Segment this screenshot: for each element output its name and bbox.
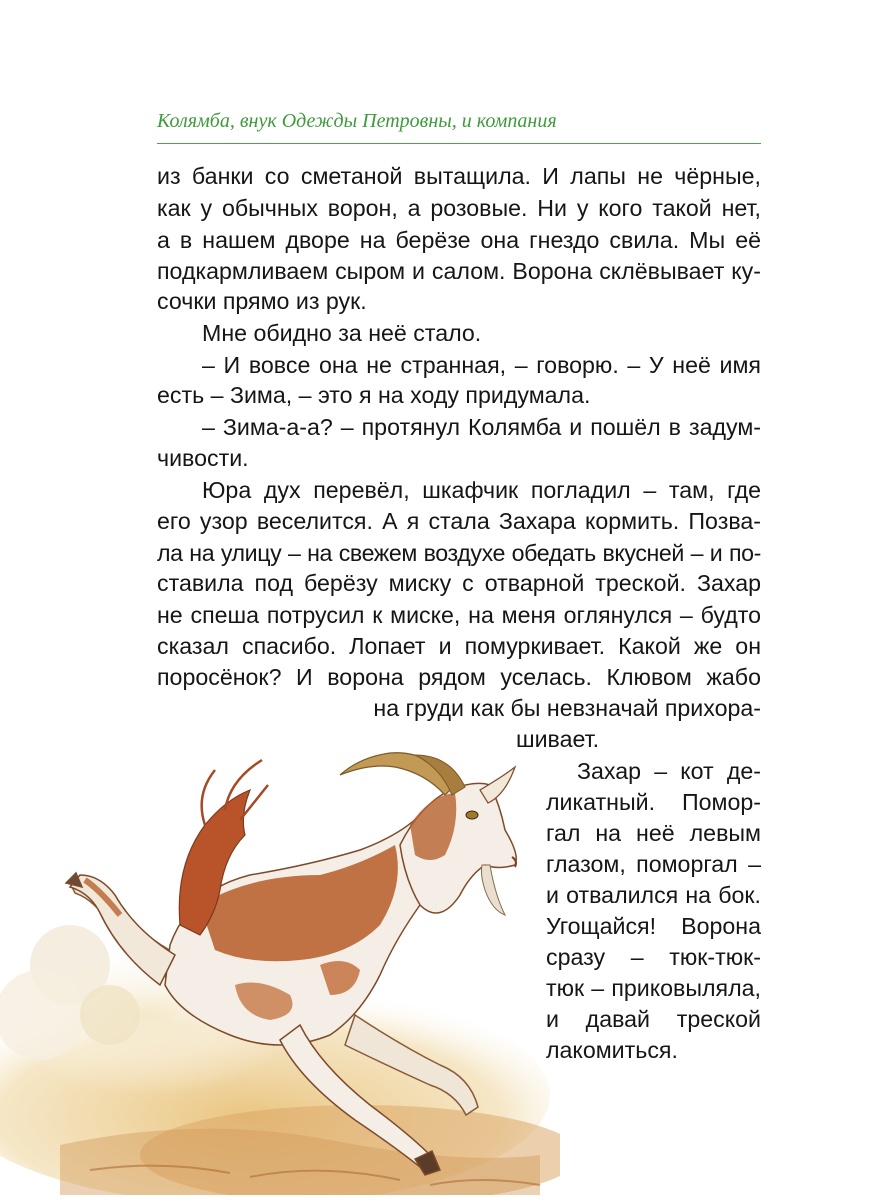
text-line: шивает. <box>516 726 600 752</box>
text-line: поросёнок? И ворона рядом уселась. Клювом жабо <box>157 664 761 690</box>
text-line: – И вовсе она не странная, – говорю. – У неё имя <box>202 352 761 378</box>
running-head: Колямба, внук Одежды Петровны, и компания <box>157 110 557 132</box>
text-line: Захар – кот де- <box>577 758 761 784</box>
text-line: и отвалился на бок. <box>546 882 761 908</box>
text-line: и давай треской <box>546 1006 761 1032</box>
text-line: ла на улицу – на свежем воздухе обедать вкусней – и по- <box>157 540 761 566</box>
text-line: лакомиться. <box>546 1037 678 1063</box>
text-line: тюк – приковыляла, <box>546 975 761 1001</box>
text-line: гал на неё левым <box>546 820 761 846</box>
text-line: сочки прямо из рук. <box>157 288 367 314</box>
text-line: ликатный. Помор- <box>546 789 761 815</box>
goat-illustration <box>0 715 560 1195</box>
text-line: подкармливаем сыром и салом. Ворона склёвывает ку- <box>157 258 761 284</box>
text-line: а в нашем дворе на берёзе она гнездо свила. Мы её <box>157 227 761 253</box>
text-line: глазом, поморгал – <box>546 851 761 877</box>
text-line: чивости. <box>157 445 249 471</box>
header-divider <box>157 143 761 144</box>
text-line: Угощайся! Ворона <box>546 913 761 939</box>
text-line: есть – Зима, – это я на ходу придумала. <box>157 382 591 408</box>
text-line: как у обычных ворон, а розовые. Ни у кого такой нет, <box>157 195 761 221</box>
text-line: из банки со сметаной вытащила. И лапы не чёрные, <box>157 163 761 189</box>
text-line: на груди как бы невзначай прихора- <box>373 695 761 721</box>
text-line: ставила под берёзу миску с отварной треской. Захар <box>157 570 761 596</box>
text-line: Мне обидно за неё стало. <box>202 320 482 346</box>
text-line: сразу – тюк-тюк- <box>546 944 761 970</box>
text-line: – Зима-а-а? – протянул Колямба и пошёл в задум- <box>202 414 761 440</box>
text-line: сказал спасибо. Лопает и помуркивает. Какой же он <box>157 633 761 659</box>
text-line: Юра дух перевёл, шкафчик погладил – там, где <box>202 477 761 503</box>
text-line: не спеша потрусил к миске, на меня оглянулся – будто <box>157 602 761 628</box>
text-line: его узор веселится. А я стала Захара кормить. Позва- <box>157 508 761 534</box>
